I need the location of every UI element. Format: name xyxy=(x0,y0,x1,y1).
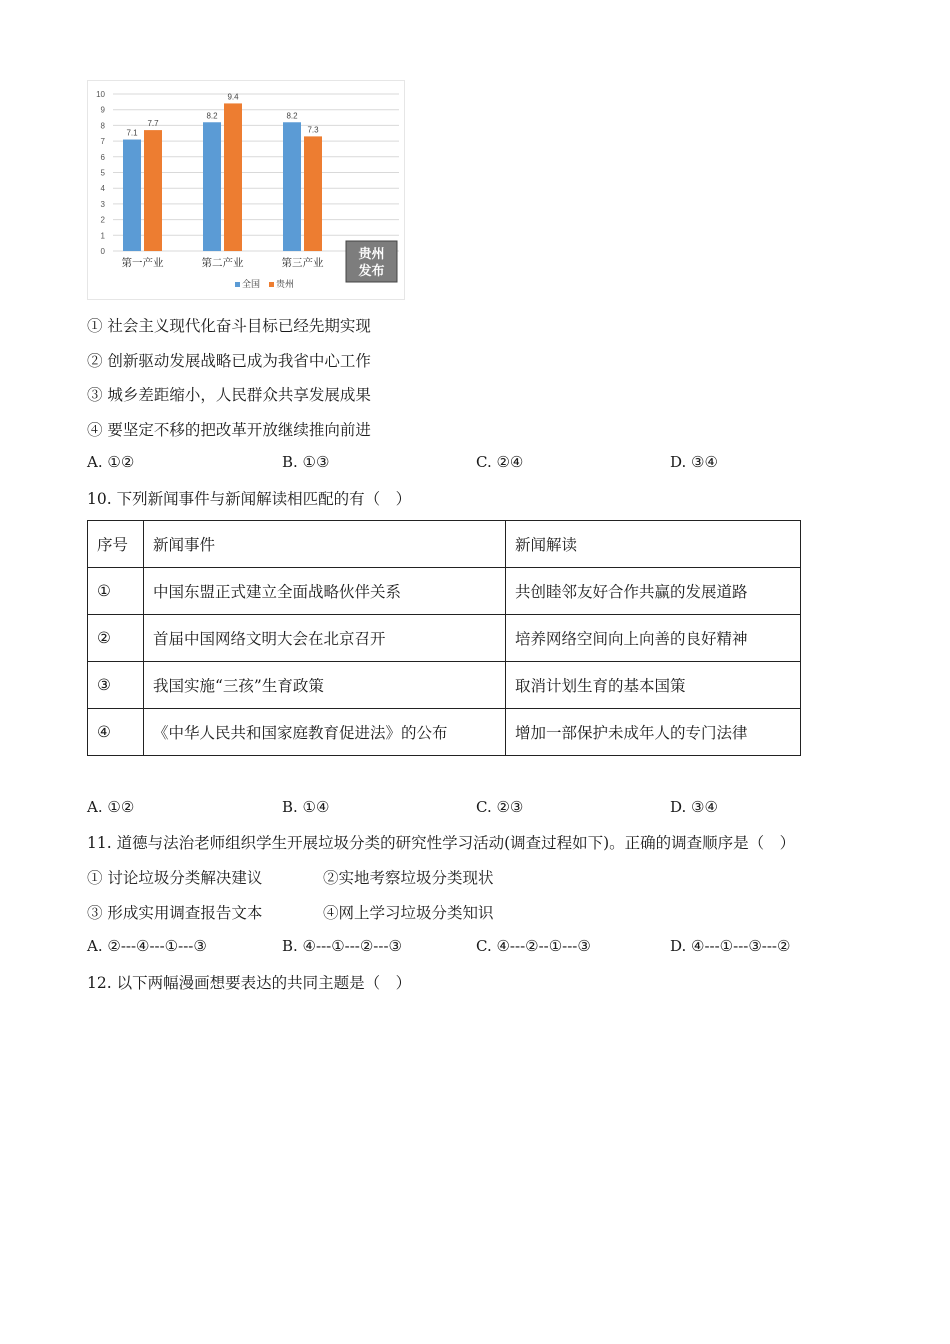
table-cell: 共创睦邻友好合作共赢的发展道路 xyxy=(506,568,801,615)
y-tick-label: 4 xyxy=(100,184,105,194)
table-cell: ③ xyxy=(88,662,144,709)
q11-option-c[interactable]: C. ④---②--①---③ xyxy=(476,937,591,955)
x-tick-label: 第三产业 xyxy=(281,257,324,269)
table-cell: 增加一部保护未成年人的专门法律 xyxy=(506,709,801,756)
table-cell: 培养网络空间向上向善的良好精神 xyxy=(506,615,801,662)
data-label: 8.2 xyxy=(286,111,298,121)
bar xyxy=(224,103,242,251)
table-header-row xyxy=(88,521,801,568)
table-cell: ④ xyxy=(88,709,144,756)
table-cell: ② xyxy=(88,615,144,662)
x-tick-label: 第二产业 xyxy=(201,257,244,269)
q11-step-1: ① 讨论垃圾分类解决建议 xyxy=(87,869,263,887)
table-cell: 我国实施“三孩”生育政策 xyxy=(144,662,506,709)
q10-option-a[interactable]: A. ①② xyxy=(87,798,135,816)
y-tick-label: 7 xyxy=(100,137,105,147)
data-label: 9.4 xyxy=(227,92,239,102)
bar xyxy=(283,122,301,251)
q10-option-c[interactable]: C. ②③ xyxy=(476,798,524,816)
bar xyxy=(123,140,141,251)
q9-options xyxy=(87,453,847,475)
data-label: 8.2 xyxy=(206,111,218,121)
q11-option-b[interactable]: B. ④---①---②---③ xyxy=(282,937,402,955)
y-tick-label: 1 xyxy=(100,231,105,241)
q11-step-3: ③ 形成实用调查报告文本 xyxy=(87,904,263,922)
q9-option-c[interactable]: C. ②④ xyxy=(476,453,524,471)
q9-statement-3: ③ 城乡差距缩小，人民群众共享发展成果 xyxy=(87,386,371,404)
y-tick-label: 5 xyxy=(100,168,105,178)
q9-statement-4: ④ 要坚定不移的把改革开放继续推向前进 xyxy=(87,421,371,439)
table-header-cell: 新闻解读 xyxy=(506,521,801,568)
y-tick-label: 0 xyxy=(100,247,105,256)
table-row xyxy=(88,568,801,615)
bar-chart-svg xyxy=(87,80,405,300)
bar-chart xyxy=(87,80,405,300)
legend-label: 贵州 xyxy=(276,280,295,290)
q9-statement-1: ① 社会主义现代化奋斗目标已经先期实现 xyxy=(87,317,371,335)
y-tick-label: 9 xyxy=(100,105,105,115)
news-table xyxy=(87,520,801,756)
table-row xyxy=(88,709,801,756)
badge-line-1: 贵州 xyxy=(358,247,385,262)
table-header-cell: 序号 xyxy=(88,521,144,568)
bar xyxy=(203,122,221,251)
table-cell: ① xyxy=(88,568,144,615)
q9-statement-2: ② 创新驱动发展战略已成为我省中心工作 xyxy=(87,352,371,370)
y-tick-label: 3 xyxy=(100,199,105,209)
x-tick-label: 第一产业 xyxy=(121,257,164,269)
q10-question: 10. 下列新闻事件与新闻解读相匹配的有（ ） xyxy=(87,490,412,508)
q11-options xyxy=(87,937,847,959)
bar xyxy=(144,130,162,251)
q10-option-b[interactable]: B. ①④ xyxy=(282,798,330,816)
legend-swatch xyxy=(269,282,274,287)
table-header-cell: 新闻事件 xyxy=(144,521,506,568)
legend-swatch xyxy=(235,282,240,287)
legend-label: 全国 xyxy=(242,280,261,290)
bar xyxy=(304,136,322,251)
q11-step-2: ②实地考察垃圾分类现状 xyxy=(323,869,494,887)
q10-options xyxy=(87,798,847,820)
y-tick-label: 10 xyxy=(96,90,105,99)
q11-step-4: ④网上学习垃圾分类知识 xyxy=(323,904,494,922)
table-row xyxy=(88,615,801,662)
q11-question: 11. 道德与法治老师组织学生开展垃圾分类的研究性学习活动(调查过程如下)。正确的调查顺序是（ ） xyxy=(87,834,796,852)
table-row xyxy=(88,662,801,709)
y-tick-label: 8 xyxy=(100,121,105,131)
table-cell: 中国东盟正式建立全面战略伙伴关系 xyxy=(144,568,506,615)
data-label: 7.7 xyxy=(147,119,159,129)
badge-line-2: 发布 xyxy=(358,264,385,279)
q11-option-d[interactable]: D. ④---①---③---② xyxy=(670,937,791,955)
data-label: 7.3 xyxy=(307,125,319,135)
y-tick-label: 6 xyxy=(100,152,105,162)
q9-option-b[interactable]: B. ①③ xyxy=(282,453,330,471)
table-cell: 《中华人民共和国家庭教育促进法》的公布 xyxy=(144,709,506,756)
table-cell: 首届中国网络文明大会在北京召开 xyxy=(144,615,506,662)
q12-question: 12. 以下两幅漫画想要表达的共同主题是（ ） xyxy=(87,974,412,992)
y-tick-label: 2 xyxy=(100,215,105,225)
q11-option-a[interactable]: A. ②---④---①---③ xyxy=(87,937,207,955)
data-label: 7.1 xyxy=(126,128,138,138)
q9-option-a[interactable]: A. ①② xyxy=(87,453,135,471)
q9-option-d[interactable]: D. ③④ xyxy=(670,453,718,471)
q10-option-d[interactable]: D. ③④ xyxy=(670,798,718,816)
table-cell: 取消计划生育的基本国策 xyxy=(506,662,801,709)
